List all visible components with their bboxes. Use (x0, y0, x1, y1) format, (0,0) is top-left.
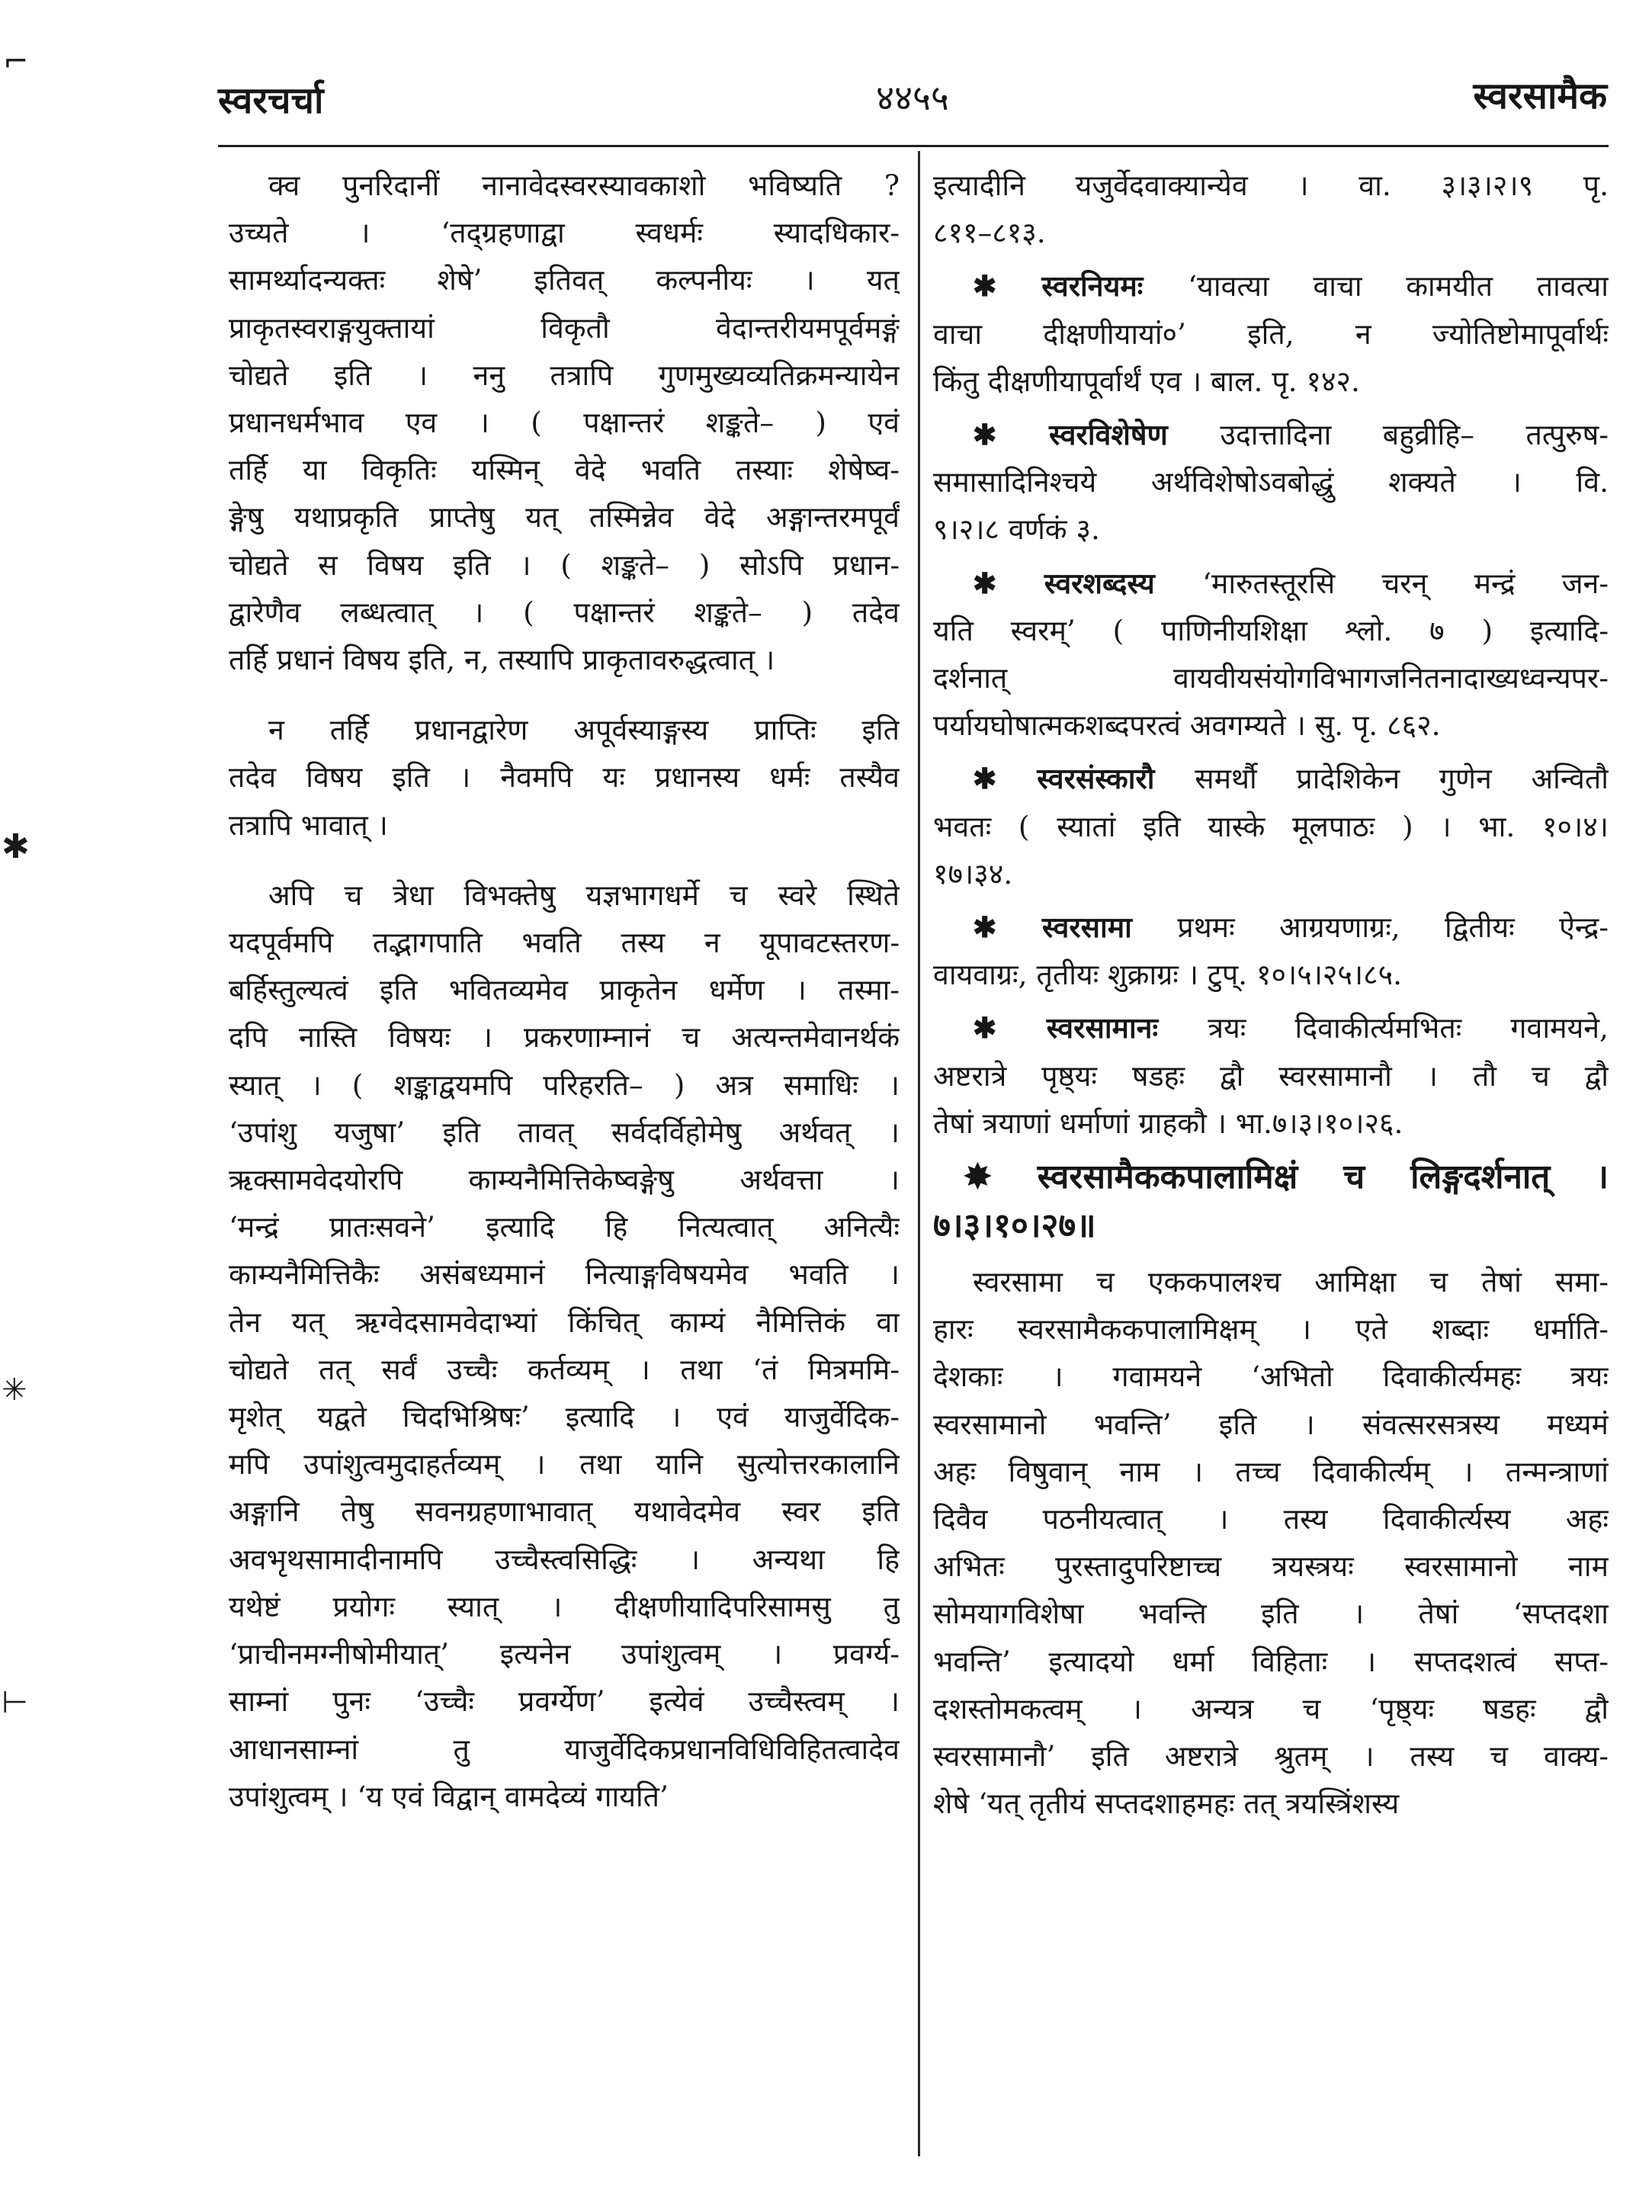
text-line: यथेष्टं प्रयोगः स्यात् । दीक्षणीयादिपरिसामसु तु (229, 1589, 900, 1623)
text-line: तेषां त्रयाणां धर्माणां ग्राहकौ । भा.७।३।१०।२६. (933, 1106, 1403, 1140)
left-paragraph (229, 162, 900, 683)
glossary-entry (933, 1004, 1609, 1147)
margin-bracket-icon: ⌐ (3, 44, 29, 79)
text-line: शेषे ‘यत् तृतीयं सप्तदशाहमहः तत् त्रयस्त्रिंशस्य (933, 1787, 1400, 1821)
right-paragraph (933, 1258, 1609, 1827)
text-line: यति स्वरम्’ ( पाणिनीयशिक्षा श्लो. ७ ) इत्यादि- (933, 613, 1609, 647)
entry-headword: ✱ स्वरसामा (973, 910, 1178, 945)
text-line: स्वरसामानौ’ इति अष्टरात्रे श्रुतम् । तस्य च वाक्य- (933, 1739, 1609, 1774)
text-line: चोद्यते स विषय इति । ( शङ्कते– ) सोऽपि प्रधान- (229, 547, 900, 582)
text-line: ऋक्सामवेदयोरपि काम्यनैमित्तिकेष्वङ्गेषु अर्थवत्ता । (229, 1163, 900, 1197)
text-line: दिवैव पठनीयत्वात् । तस्य दिवाकीर्त्यस्य अहः (933, 1502, 1609, 1536)
text-line: देशकाः । गवामयने ‘अभितो दिवाकीर्त्यमहः त्रयः (933, 1360, 1609, 1394)
text-line: चोद्यते इति । ननु तत्रापि गुणमुख्यव्यतिक्रमन्यायेन (229, 358, 900, 392)
text-line: भवतः ( स्यातां इति यास्के मूलपाठः ) । भा. १०।४। (933, 809, 1609, 843)
text-line: स्वरसामा च एककपालश्च आमिक्षा च तेषां समा- (973, 1265, 1609, 1299)
text-line: दर्शनात् वायवीयसंयोगविभागजनितनादाख्यध्वन्यपर- (933, 661, 1609, 695)
sutra-heading (933, 1153, 1609, 1250)
text-line: हारः स्वरसामैककपालामिक्षम् । एते शब्दाः धर्माति- (933, 1312, 1609, 1347)
text-line (933, 1004, 1609, 1051)
text-line: मृशेत् यद्वते चिदभिश्रिषः’ इत्यादि । एवं याजुर्वेदिक- (229, 1400, 900, 1434)
entry-headword: ✱ स्वरसामानः (973, 1011, 1208, 1045)
text-line: अवभृथसामादीनामपि उच्चैस्त्वसिद्धिः । अन्यथा हि (229, 1542, 900, 1576)
text-line: ‘उपांशु यजुषा’ इति तावत् सर्वदर्विहोमेषु अर्थवत् । (229, 1115, 900, 1149)
text-line: ‘प्राचीनमग्नीषोमीयात्’ इत्यनेन उपांशुत्वम् । प्रवर्ग्य- (229, 1637, 900, 1671)
text-line: चोद्यते तत् सर्वं उच्चैः कर्तव्यम् । तथा ‘तं मित्रममि- (229, 1352, 900, 1386)
margin-star-icon: ✱ (2, 827, 30, 866)
margin-tick-icon: ⊢ (2, 1685, 28, 1720)
text-line: प्राकृतस्वराङ्गयुक्तायां विकृतौ वेदान्तरीयमपूर्वमङ्गं (229, 310, 900, 345)
text-line: वायवाग्रः, तृतीयः शुक्राग्रः । टुप्. १०।५।२५।८५. (933, 958, 1403, 992)
text-line: दपि नास्ति विषयः । प्रकरणाम्नानं च अत्यन्तमेवानर्थकं (229, 1020, 900, 1055)
text-line: अहः विषुवान् नाम । तच्च दिवाकीर्त्यम् । तन्मन्त्राणां (933, 1454, 1609, 1488)
text-line: द्वारेणैव लब्धत्वात् । ( पक्षान्तरं शङ्कते– ) तदेव (229, 595, 900, 629)
text-line: ‘मन्द्रं प्रातःसवने’ इत्यादि हि नित्यत्वात् अनित्यैः (229, 1210, 900, 1244)
text-line: दशस्तोमकत्वम् । अन्यत्र च ‘पृष्ठ्यः षडहः द्वौ (933, 1691, 1609, 1726)
text-line: ९।२।८ वर्णकं ३. (933, 512, 1100, 547)
text-line: यदपूर्वमपि तद्भागपाति भवति तस्य न यूपावटस्तरण- (229, 926, 900, 960)
page-header (218, 61, 1607, 152)
right-paragraph (933, 162, 1609, 256)
text-line: सोमयागविशेषा भवन्ति इति । तेषां ‘सप्तदशा (933, 1597, 1609, 1631)
text-line: तर्हि प्रधानं विषय इति, न, तस्यापि प्राकृतावरुद्धत्वात् । (229, 643, 775, 677)
text-line: उच्यते । ‘तद्ग्रहणाद्वा स्वधर्मः स्यादधिकार- (229, 216, 900, 250)
glossary-entry (933, 560, 1609, 750)
entry-text: समर्थौ प्रादेशिकेन गुणेन अन्वितौ (1195, 762, 1609, 796)
left-paragraph (229, 706, 900, 849)
glossary-entry (933, 904, 1609, 998)
text-line: तेन यत् ऋग्वेदसामवेदाभ्यां किंचित् काम्यं नैमित्तिकं वा (229, 1305, 900, 1339)
text-line: साम्नां पुनः ‘उच्चैः प्रवर्ग्येण’ इत्येवं उच्चैस्त्वम् । (229, 1684, 900, 1719)
glossary-entry (933, 262, 1609, 405)
text-line (933, 262, 1609, 310)
text-line: अष्टरात्रे पृष्ठ्यः षडहः द्वौ स्वरसामानौ । तौ च द्वौ (933, 1058, 1609, 1093)
text-line: समासादिनिश्चये अर्थविशेषोऽवबोद्धुं शक्यते । वि. (933, 465, 1609, 499)
text-line: अभितः पुरस्तादुपरिष्टाच्च त्रयस्त्रयः स्वरसामानो नाम (933, 1549, 1609, 1584)
text-line: प्रधानधर्मभाव एव । ( पक्षान्तरं शङ्कते– ) एवं (229, 406, 900, 440)
text-line: उपांशुत्वम् । ‘य एवं विद्वान् वामदेव्यं गायति’ (229, 1779, 669, 1813)
header-right-keyword: स्वरसामैक (1473, 75, 1607, 117)
header-left-keyword: स्वरचर्चा (218, 79, 324, 122)
text-line: स्यात् । ( शङ्काद्वयमपि परिहरति– ) अत्र समाधिः । (229, 1067, 900, 1102)
glossary-entry (933, 755, 1609, 897)
text-line: न तर्हि प्रधानद्वारेण अपूर्वस्याङ्गस्य प्राप्तिः इति (268, 713, 900, 747)
text-line (933, 904, 1609, 951)
sutra-line: ७।३।१०।२७॥ (933, 1206, 1096, 1246)
right-column (933, 162, 1609, 1828)
text-line: पर्यायघोषात्मकशब्दपरत्वं अवगम्यते । सु. पृ. ८६२. (933, 708, 1441, 743)
entry-headword: ✱ स्वरशब्दस्य (973, 566, 1203, 600)
entry-headword: ✱ स्वरनियमः (973, 269, 1188, 303)
text-line (933, 411, 1609, 458)
glossary-entry (933, 411, 1609, 554)
entry-text: उदात्तादिना बहुव्रीहि– तत्पुरुष- (1220, 418, 1609, 452)
entry-text: ‘मारुतस्तूरसि चरन् मन्द्रं जन- (1202, 566, 1609, 600)
text-line: इत्यादीनि यजुर्वेदवाक्यान्येव । वा. ३।३।२।९ पृ. (933, 169, 1609, 202)
entry-headword: ✱ स्वरविशेषेण (973, 418, 1221, 452)
text-line: काम्यनैमित्तिकैः असंबध्यमानं नित्याङ्गविषयमेव भवति । (229, 1257, 900, 1292)
text-line: भवन्ति’ इत्यादयो धर्मा विहिताः । सप्तदशत्वं सप्त- (933, 1644, 1609, 1678)
margin-star-icon: ✳ (2, 1372, 27, 1408)
text-line: ङ्गेषु यथाप्रकृति प्राप्तेषु यत् तस्मिन्नेव वेदे अङ्गान्तरमपूर्वं (229, 500, 900, 535)
text-line: क्व पुनरिदानीं नानावेदस्वरस्यावकाशो भविष्यति ? (268, 169, 900, 202)
entry-text: ‘यावत्या वाचा कामयीत तावत्या (1188, 269, 1609, 303)
header-rule (218, 145, 1609, 147)
text-line: किंतु दीक्षणीयापूर्वार्थं एव । बाल. पृ. १४२. (933, 364, 1360, 398)
entry-headword: ✱ स्वरसंस्कारौ (973, 762, 1195, 796)
sutra-line: ✸ स्वरसामैककपालामिक्षं च लिङ्गदर्शनात् । (964, 1157, 1609, 1197)
column-divider (918, 151, 920, 2156)
text-line: अपि च त्रेधा विभक्तेषु यज्ञभागधर्मे च स्वरे स्थिते (268, 878, 900, 912)
text-line: तदेव विषय इति । नैवमपि यः प्रधानस्य धर्मः तस्यैव (229, 760, 900, 795)
text-line: वाचा दीक्षणीयायां०’ इति, न ज्योतिष्टोमापूर्वार्थः (933, 316, 1609, 351)
text-line: तर्हि या विकृतिः यस्मिन् वेदे भवति तस्याः शेषेष्व- (229, 453, 900, 487)
entry-text: प्रथमः आग्रयणाग्रः, द्वितीयः ऐन्द्र- (1177, 910, 1609, 945)
left-column (229, 162, 900, 1820)
text-line: सामर्थ्यादन्यक्तः शेषे’ इतिवत् कल्पनीयः । यत् (229, 263, 900, 297)
text-line: ८११–८१३. (933, 216, 1046, 250)
text-line: बर्हिस्तुल्यत्वं इति भवितव्यमेव प्राकृतेन धर्मेण । तस्मा- (229, 973, 900, 1007)
text-line: मपि उपांशुत्वमुदाहर्तव्यम् । तथा यानि सुत्योत्तरकालानि (229, 1447, 900, 1482)
left-paragraph (229, 872, 900, 1820)
text-line: आधानसाम्नां तु याजुर्वेदिकप्रधानविधिविहितत्वादेव (229, 1732, 900, 1766)
text-line: १७।३४. (933, 856, 1013, 891)
text-line: तत्रापि भावात् । (229, 807, 388, 842)
page-number: ४४५५ (876, 77, 949, 118)
entry-text: त्रयः दिवाकीर्त्यमभितः गवामयने, (1208, 1011, 1609, 1045)
text-line (933, 755, 1609, 802)
text-line: अङ्गानि तेषु सवनग्रहणाभावात् यथावेदमेव स्वर इति (229, 1494, 900, 1529)
text-line: स्वरसामानो भवन्ति’ इति । संवत्सरसत्रस्य मध्यमं (933, 1407, 1609, 1441)
text-line (933, 560, 1609, 607)
